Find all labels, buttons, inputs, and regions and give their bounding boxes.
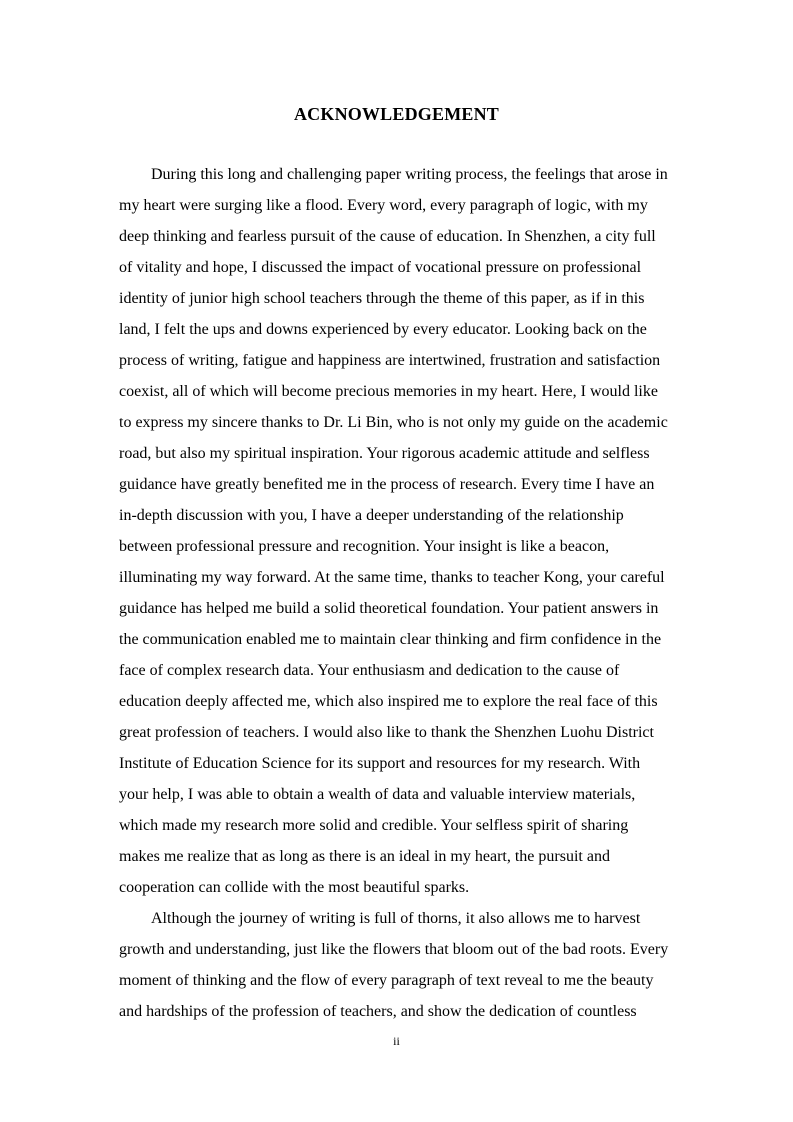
- text-line: road, but also my spiritual inspiration. Your rigorous academic attitude and selfless: [119, 445, 650, 462]
- text-line: of vitality and hope, I discussed the impact of vocational pressure on professional: [119, 259, 642, 276]
- text-line: coexist, all of which will become precious memories in my heart. Here, I would like: [119, 383, 658, 400]
- body-text: [119, 164, 679, 1032]
- text-line: face of complex research data. Your enthusiasm and dedication to the cause of: [119, 662, 620, 679]
- page-number: ii: [393, 1034, 400, 1048]
- text-line: Although the journey of writing is full of thorns, it also allows me to harvest: [151, 910, 641, 927]
- text-line: education deeply affected me, which also inspired me to explore the real face of this: [119, 693, 658, 710]
- text-line: your help, I was able to obtain a wealth of data and valuable interview materials,: [119, 786, 636, 803]
- text-line: and hardships of the profession of teachers, and show the dedication of countless: [119, 1003, 637, 1020]
- text-line: makes me realize that as long as there is an ideal in my heart, the pursuit and: [119, 848, 610, 865]
- page-title: ACKNOWLEDGEMENT: [293, 104, 500, 124]
- text-line: my heart were surging like a flood. Every word, every paragraph of logic, with my: [119, 197, 648, 214]
- text-line: deep thinking and fearless pursuit of the cause of education. In Shenzhen, a city full: [119, 228, 656, 245]
- text-line: to express my sincere thanks to Dr. Li Bin, who is not only my guide on the academic: [119, 414, 668, 431]
- text-line: illuminating my way forward. At the same time, thanks to teacher Kong, your careful: [119, 569, 665, 586]
- paragraph-2: [119, 908, 679, 1032]
- text-line: guidance has helped me build a solid theoretical foundation. Your patient answers in: [119, 600, 659, 617]
- text-line: between professional pressure and recognition. Your insight is like a beacon,: [119, 538, 610, 555]
- text-line: the communication enabled me to maintain clear thinking and firm confidence in the: [119, 631, 662, 648]
- text-line: which made my research more solid and credible. Your selfless spirit of sharing: [119, 817, 629, 834]
- text-line: During this long and challenging paper writing process, the feelings that arose in: [151, 166, 668, 183]
- text-line: process of writing, fatigue and happiness are intertwined, frustration and satisfaction: [119, 352, 661, 369]
- text-line: land, I felt the ups and downs experienced by every educator. Looking back on the: [119, 321, 647, 338]
- text-line: growth and understanding, just like the flowers that bloom out of the bad roots. Every: [119, 941, 669, 958]
- text-line: moment of thinking and the flow of every paragraph of text reveal to me the beauty: [119, 972, 654, 989]
- paragraph-1: [119, 164, 679, 908]
- text-line: Institute of Education Science for its support and resources for my research. With: [119, 755, 641, 772]
- text-line: guidance have greatly benefited me in the process of research. Every time I have an: [119, 476, 655, 493]
- text-line: cooperation can collide with the most beautiful sparks.: [119, 879, 470, 896]
- text-line: great profession of teachers. I would also like to thank the Shenzhen Luohu District: [119, 724, 654, 741]
- text-line: identity of junior high school teachers through the theme of this paper, as if in this: [119, 290, 645, 307]
- text-line: in-depth discussion with you, I have a deeper understanding of the relationship: [119, 507, 624, 524]
